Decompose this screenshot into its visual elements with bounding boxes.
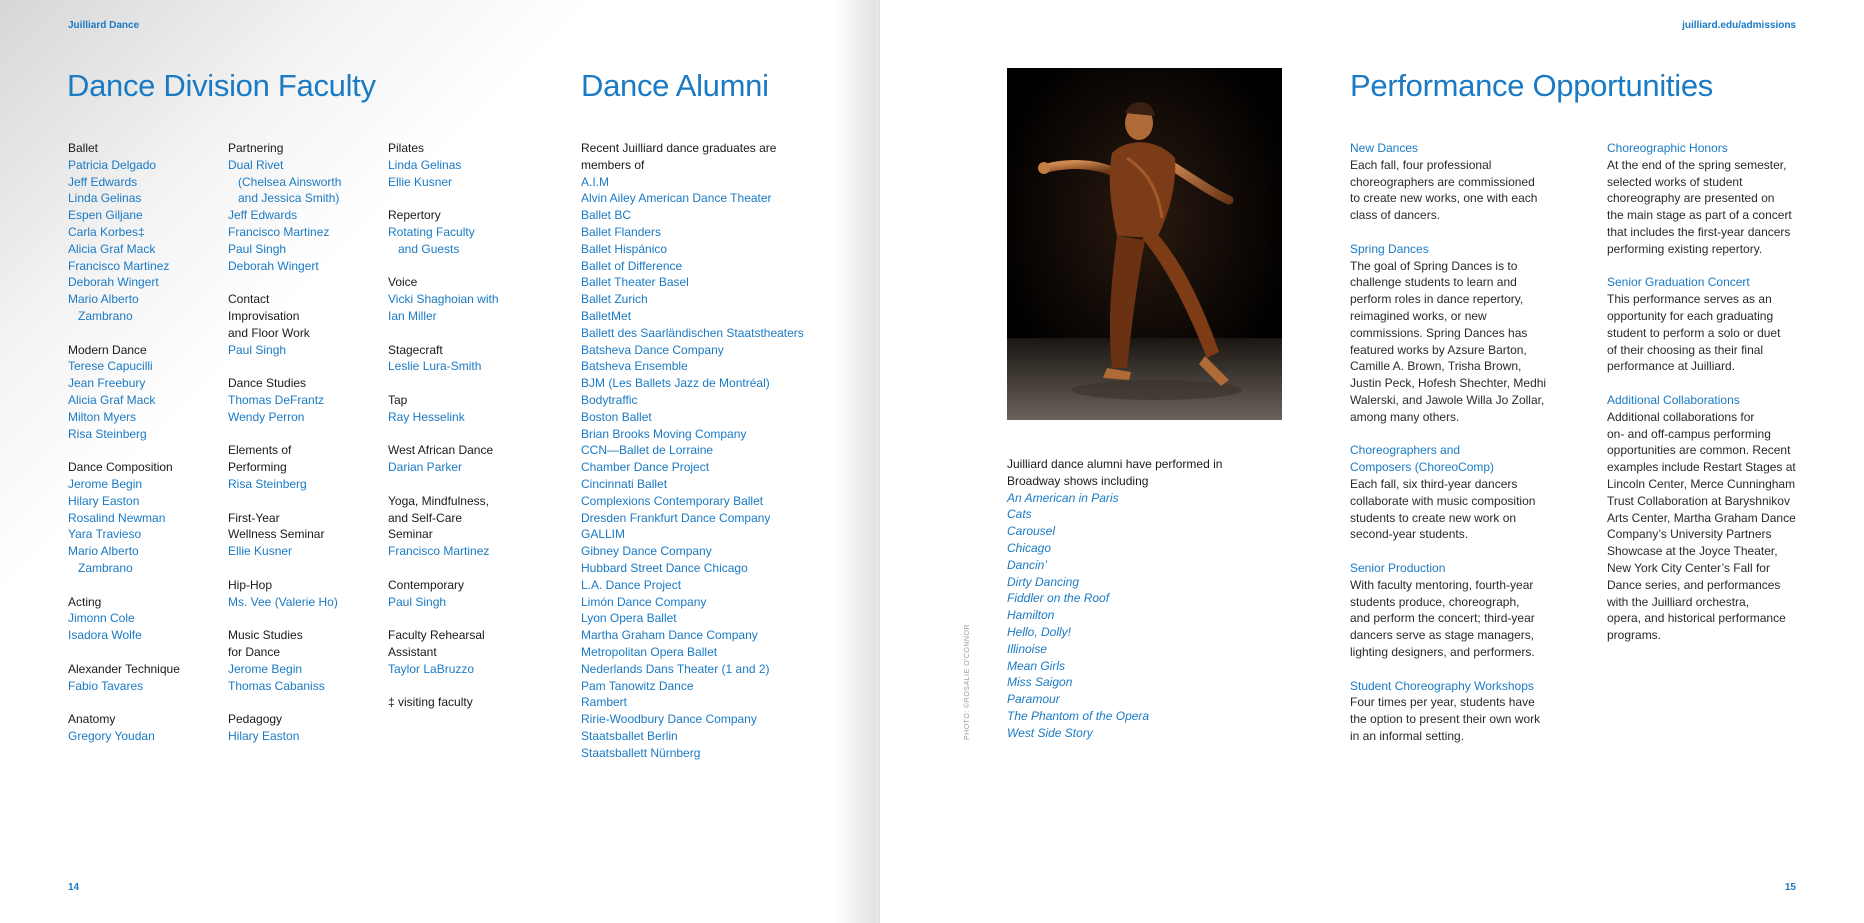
- alumni-company: Ririe-Woodbury Dance Company: [581, 712, 757, 727]
- performance-block-title: Senior Production: [1350, 560, 1446, 575]
- faculty-group-heading: Pedagogy: [228, 712, 283, 727]
- performance-block: [1607, 392, 1807, 644]
- broadway-show: Fiddler on the Roof: [1007, 591, 1110, 606]
- performance-block: [1350, 442, 1595, 543]
- broadway-show: Hello, Dolly!: [1007, 624, 1072, 639]
- performance-block: [1607, 140, 1807, 258]
- faculty-group: [388, 140, 538, 190]
- performance-block-text: perform roles in dance repertory,: [1350, 292, 1524, 307]
- faculty-name: Jeff Edwards: [228, 208, 298, 223]
- faculty-title: Dance Division Faculty: [67, 68, 376, 103]
- alumni-company: Brian Brooks Moving Company: [581, 426, 747, 441]
- faculty-group-heading: Hip-Hop: [228, 577, 273, 592]
- performance-block-title: Senior Graduation Concert: [1607, 275, 1750, 290]
- faculty-name: Francisco Martinez: [228, 224, 330, 239]
- faculty-name: Leslie Lura-Smith: [388, 359, 482, 374]
- broadway-intro-line-2: Broadway shows including: [1007, 473, 1149, 488]
- performance-block-text: in an informal setting.: [1350, 728, 1465, 743]
- faculty-group-heading: First-Year: [228, 510, 280, 525]
- alumni-column: [581, 140, 851, 761]
- faculty-name: Rosalind Newman: [68, 510, 166, 525]
- performance-block: [1350, 560, 1595, 661]
- broadway-show: Illinoise: [1007, 641, 1048, 656]
- performance-block-text: Arts Center, Martha Graham Dance: [1607, 510, 1796, 525]
- alumni-company: BJM (Les Ballets Jazz de Montréal): [581, 376, 770, 391]
- alumni-company: L.A. Dance Project: [581, 577, 682, 592]
- performance-title: Performance Opportunities: [1350, 68, 1713, 103]
- performance-block-text: selected works of student: [1607, 174, 1743, 189]
- performance-block-text: Company’s University Partners: [1607, 527, 1772, 542]
- faculty-group: [388, 442, 538, 476]
- performance-block-title: Student Choreography Workshops: [1350, 678, 1534, 693]
- performance-block-text: the option to present their own work: [1350, 712, 1541, 727]
- faculty-group: [228, 140, 378, 274]
- performance-block-text: with the Juilliard orchestra,: [1607, 594, 1750, 609]
- faculty-name: Yara Travieso: [68, 527, 142, 542]
- faculty-name: Hilary Easton: [68, 493, 140, 508]
- performance-block-text: students produce, choreograph,: [1350, 594, 1520, 609]
- performance-block-text: Lincoln Center, Merce Cunningham: [1607, 476, 1796, 491]
- faculty-column-2: [228, 140, 378, 761]
- performance-block-text: choreography are presented on: [1607, 191, 1775, 206]
- alumni-company: Ballet Flanders: [581, 224, 662, 239]
- faculty-group: [68, 459, 218, 577]
- faculty-name: Mario Alberto: [68, 544, 139, 559]
- faculty-name: Deborah Wingert: [228, 258, 319, 273]
- performance-block-text: performing existing repertory.: [1607, 241, 1763, 256]
- alumni-company: Ballet BC: [581, 208, 632, 223]
- faculty-group-heading: Elements of: [228, 443, 292, 458]
- broadway-show: West Side Story: [1007, 725, 1093, 740]
- faculty-name: Rotating Faculty: [388, 224, 475, 239]
- alumni-company: Ballett des Saarländischen Staatstheaters: [581, 325, 804, 340]
- alumni-company: Ballet Zurich: [581, 292, 648, 307]
- broadway-intro-line-1: Juilliard dance alumni have performed in: [1007, 457, 1223, 471]
- faculty-group-heading: Repertory: [388, 208, 441, 223]
- alumni-company: Bodytraffic: [581, 392, 638, 407]
- faculty-name: Darian Parker: [388, 460, 463, 475]
- faculty-name: Espen Giljane: [68, 208, 143, 223]
- performance-block: [1350, 678, 1595, 745]
- faculty-name: Patricia Delgado: [68, 157, 157, 172]
- faculty-name: and Guests: [398, 241, 460, 256]
- faculty-group: [228, 291, 378, 358]
- faculty-name: Zambrano: [78, 560, 133, 575]
- faculty-name: Linda Gelinas: [68, 191, 142, 206]
- faculty-name: Carla Korbes‡: [68, 224, 145, 239]
- alumni-company: BalletMet: [581, 308, 632, 323]
- faculty-group: [388, 493, 538, 560]
- performance-block: [1350, 241, 1595, 426]
- faculty-group: [228, 577, 378, 611]
- left-page: [0, 0, 880, 923]
- faculty-name: Jean Freebury: [68, 376, 146, 391]
- faculty-group-heading: Partnering: [228, 141, 284, 155]
- broadway-show: Dancin’: [1007, 557, 1048, 572]
- faculty-group-heading: Stagecraft: [388, 342, 443, 357]
- performance-block-text: Camille A. Brown, Trisha Brown,: [1350, 359, 1522, 374]
- faculty-group: [228, 442, 378, 492]
- alumni-company: Ballet Hispánico: [581, 241, 668, 256]
- faculty-name: Linda Gelinas: [388, 157, 462, 172]
- performance-block-text: opportunities are common. Recent: [1607, 443, 1791, 458]
- faculty-group-heading: Music Studies: [228, 628, 303, 643]
- alumni-company: Dresden Frankfurt Dance Company: [581, 510, 771, 525]
- faculty-name: Francisco Martinez: [68, 258, 170, 273]
- faculty-group-heading: Voice: [388, 275, 418, 290]
- faculty-name: Paul Singh: [388, 594, 447, 609]
- broadway-show: Miss Saigon: [1007, 675, 1073, 690]
- faculty-name: Paul Singh: [228, 241, 287, 256]
- broadway-show: Mean Girls: [1007, 658, 1066, 673]
- faculty-group: [388, 392, 538, 426]
- alumni-title: Dance Alumni: [581, 68, 769, 103]
- faculty-name: Jimonn Cole: [68, 611, 135, 626]
- faculty-group: [68, 342, 218, 443]
- broadway-show: Chicago: [1007, 540, 1052, 555]
- performance-block-text: among many others.: [1350, 409, 1460, 424]
- page-number-right: 15: [1784, 882, 1796, 893]
- broadway-show: An American in Paris: [1007, 490, 1119, 505]
- performance-block-text: opportunity for each graduating: [1607, 308, 1774, 323]
- performance-block-text: choreographers are commissioned: [1350, 174, 1535, 189]
- performance-block-text: dancers serve as stage managers,: [1350, 628, 1535, 643]
- alumni-intro-line-2: members of: [581, 157, 645, 172]
- alumni-company: Nederlands Dans Theater (1 and 2): [581, 661, 770, 676]
- alumni-company: Complexions Contemporary Ballet: [581, 493, 764, 508]
- faculty-name: Milton Myers: [68, 409, 137, 424]
- alumni-company: Staatsballett Nürnberg: [581, 745, 701, 760]
- performance-block-text: Each fall, four professional: [1350, 157, 1492, 172]
- broadway-show: Paramour: [1007, 692, 1060, 707]
- alumni-company: CCN—Ballet de Lorraine: [581, 443, 714, 458]
- performance-block-text: featured works by Azsure Barton,: [1350, 342, 1527, 357]
- faculty-name: Jerome Begin: [228, 661, 303, 676]
- performance-block-text: This performance serves as an: [1607, 292, 1772, 307]
- performance-block-text: reimagined works, or new: [1350, 308, 1487, 323]
- faculty-group-heading: and Floor Work: [228, 325, 310, 340]
- performance-block-text: challenge students to learn and: [1350, 275, 1517, 290]
- faculty-name: Jerome Begin: [68, 476, 143, 491]
- faculty-name: Hilary Easton: [228, 728, 300, 743]
- faculty-group: [388, 274, 538, 324]
- faculty-name: Francisco Martinez: [388, 544, 490, 559]
- alumni-intro-line-1: Recent Juilliard dance graduates are: [581, 141, 777, 155]
- broadway-show: The Phantom of the Opera: [1007, 708, 1150, 723]
- performance-block-text: Each fall, six third-year dancers: [1350, 476, 1518, 491]
- performance-block-text: With faculty mentoring, fourth-year: [1350, 577, 1534, 592]
- faculty-name: Ellie Kusner: [388, 174, 453, 189]
- faculty-name: Gregory Youdan: [68, 728, 155, 743]
- faculty-group: [388, 627, 538, 677]
- faculty-name: Jeff Edwards: [68, 174, 138, 189]
- faculty-group-heading: Faculty Rehearsal: [388, 628, 485, 643]
- performance-block-text: examples include Restart Stages at: [1607, 460, 1796, 475]
- photo-credit: [964, 728, 971, 740]
- performance-block-text: opera, and historical performance: [1607, 611, 1786, 626]
- performance-block-text: and perform the concert; third-year: [1350, 611, 1535, 626]
- visiting-note-text: ‡ visiting faculty: [388, 695, 473, 709]
- faculty-name: Dual Rivet: [228, 157, 284, 172]
- faculty-group: [228, 510, 378, 560]
- faculty-name: Terese Capucilli: [68, 359, 153, 374]
- alumni-company: Martha Graham Dance Company: [581, 628, 758, 643]
- performance-block-text: Four times per year, students have: [1350, 695, 1535, 710]
- faculty-group-heading: Alexander Technique: [68, 661, 180, 676]
- faculty-group-heading: Dance Studies: [228, 376, 307, 391]
- faculty-group: [228, 627, 378, 694]
- performance-block-text: Showcase at the Joyce Theater,: [1607, 544, 1778, 559]
- visiting-faculty-note: [388, 694, 473, 711]
- alumni-company: Rambert: [581, 695, 628, 710]
- alumni-company: Limón Dance Company: [581, 594, 707, 609]
- faculty-group-heading: Yoga, Mindfulness,: [388, 493, 489, 508]
- faculty-name: Ian Miller: [388, 308, 437, 323]
- performance-block-text: Justin Peck, Hofesh Shechter, Medhi: [1350, 376, 1547, 391]
- performance-column-1: [1350, 140, 1595, 761]
- performance-block-text: student to perform a solo or duet: [1607, 325, 1781, 340]
- performance-block-text: programs.: [1607, 628, 1662, 643]
- faculty-name: Wendy Perron: [228, 409, 305, 424]
- faculty-group-heading: Performing: [228, 460, 287, 475]
- running-head-right: juilliard.edu/admissions: [1682, 20, 1796, 31]
- alumni-company: Metropolitan Opera Ballet: [581, 644, 718, 659]
- faculty-group-heading: for Dance: [228, 644, 281, 659]
- faculty-group-heading: Improvisation: [228, 308, 300, 323]
- alumni-company-list: [581, 174, 851, 762]
- faculty-name: Alicia Graf Mack: [68, 392, 156, 407]
- faculty-group-heading: Tap: [388, 392, 408, 407]
- faculty-group: [228, 375, 378, 425]
- faculty-name: Ray Hesselink: [388, 409, 465, 424]
- performance-block-title: Choreographers and: [1350, 443, 1461, 458]
- faculty-name: and Jessica Smith): [238, 191, 340, 206]
- alumni-company: GALLIM: [581, 527, 626, 542]
- faculty-name: Fabio Tavares: [68, 678, 144, 693]
- faculty-name: Deborah Wingert: [68, 275, 159, 290]
- faculty-group-heading: West African Dance: [388, 443, 494, 458]
- faculty-group: [388, 577, 538, 611]
- alumni-company: Alvin Ailey American Dance Theater: [581, 191, 772, 206]
- faculty-column-3: [388, 140, 538, 694]
- performance-block: [1607, 274, 1807, 375]
- performance-block-text: collaborate with music composition: [1350, 493, 1536, 508]
- faculty-name: (Chelsea Ainsworth: [238, 174, 342, 189]
- running-head-left: Juilliard Dance: [68, 20, 140, 31]
- alumni-company: Pam Tanowitz Dance: [581, 678, 694, 693]
- alumni-company: Hubbard Street Dance Chicago: [581, 560, 748, 575]
- broadway-show: Dirty Dancing: [1007, 574, 1080, 589]
- performance-block-text: performance at Juilliard.: [1607, 359, 1736, 374]
- performance-block: [1350, 140, 1595, 224]
- alumni-company: Boston Ballet: [581, 409, 652, 424]
- faculty-group-heading: Contact: [228, 292, 270, 307]
- faculty-group-heading: Seminar: [388, 527, 433, 542]
- performance-column-2: [1607, 140, 1807, 661]
- performance-block-text: class of dancers.: [1350, 208, 1441, 223]
- faculty-name: Ellie Kusner: [228, 544, 293, 559]
- faculty-name: Risa Steinberg: [68, 426, 147, 441]
- performance-block-text: of their choosing as their final: [1607, 342, 1764, 357]
- faculty-group-heading: and Self-Care: [388, 510, 463, 525]
- alumni-company: A.I.M: [581, 174, 610, 189]
- performance-block-text: lighting designers, and performers.: [1350, 644, 1535, 659]
- faculty-group-heading: Pilates: [388, 141, 425, 155]
- performance-block-title: Choreographic Honors: [1607, 141, 1728, 155]
- faculty-name: Taylor LaBruzzo: [388, 661, 475, 676]
- dancer-figure-image: [1007, 68, 1282, 420]
- alumni-company: Chamber Dance Project: [581, 460, 710, 475]
- alumni-company: Cincinnati Ballet: [581, 476, 668, 491]
- faculty-group: [388, 342, 538, 376]
- faculty-group: [68, 594, 218, 644]
- faculty-group: [68, 140, 218, 325]
- faculty-group-heading: Contemporary: [388, 577, 465, 592]
- performance-block-text: At the end of the spring semester,: [1607, 157, 1787, 172]
- faculty-name: Zambrano: [78, 308, 133, 323]
- faculty-name: Alicia Graf Mack: [68, 241, 156, 256]
- broadway-show: Carousel: [1007, 524, 1056, 539]
- faculty-group-heading: Acting: [68, 594, 102, 609]
- alumni-company: Ballet of Difference: [581, 258, 683, 273]
- faculty-group-heading: Dance Composition: [68, 460, 173, 475]
- faculty-group: [228, 711, 378, 745]
- performance-block-text: to create new works, one with each: [1350, 191, 1538, 206]
- performance-block-text: second-year students.: [1350, 527, 1469, 542]
- broadway-show: Hamilton: [1007, 608, 1055, 623]
- faculty-group-heading: Modern Dance: [68, 342, 147, 357]
- performance-block-text: Trust Collaboration at Baryshnikov: [1607, 493, 1790, 508]
- performance-block-text: Dance series, and performances: [1607, 577, 1781, 592]
- performance-block-text: Additional collaborations for: [1607, 409, 1755, 424]
- performance-block-text: that includes the first-year dancers: [1607, 224, 1791, 239]
- faculty-name: Ms. Vee (Valerie Ho): [228, 594, 338, 609]
- faculty-group: [68, 711, 218, 745]
- faculty-name: Thomas DeFrantz: [228, 392, 325, 407]
- faculty-group-heading: Anatomy: [68, 712, 116, 727]
- faculty-group-heading: Wellness Seminar: [228, 527, 325, 542]
- faculty-name: Risa Steinberg: [228, 476, 307, 491]
- performance-block-text: on- and off-campus performing: [1607, 426, 1771, 441]
- performance-block-text: Walerski, and Jawole Willa Jo Zollar,: [1350, 392, 1545, 407]
- alumni-company: Gibney Dance Company: [581, 544, 712, 559]
- performance-block-text: New York City Center’s Fall for: [1607, 560, 1770, 575]
- alumni-company: Batsheva Ensemble: [581, 359, 688, 374]
- dancer-photo: [1007, 68, 1282, 420]
- faculty-column-1: [68, 140, 218, 761]
- faculty-name: Vicki Shaghoian with: [388, 292, 499, 307]
- faculty-group-heading: Assistant: [388, 644, 437, 659]
- performance-block-title: Spring Dances: [1350, 241, 1429, 256]
- faculty-name: Thomas Cabaniss: [228, 678, 325, 693]
- performance-block-text: students to create new work on: [1350, 510, 1517, 525]
- page-number-left: 14: [68, 882, 80, 893]
- alumni-company: Staatsballet Berlin: [581, 728, 678, 743]
- performance-block-text: commissions. Spring Dances has: [1350, 325, 1528, 340]
- performance-block-text: The goal of Spring Dances is to: [1350, 258, 1518, 273]
- faculty-name: Isadora Wolfe: [68, 628, 142, 643]
- performance-block-text: the main stage as part of a concert: [1607, 208, 1792, 223]
- faculty-group: [68, 661, 218, 695]
- broadway-show: Cats: [1007, 507, 1032, 522]
- faculty-name: Paul Singh: [228, 342, 287, 357]
- faculty-name: Mario Alberto: [68, 292, 139, 307]
- performance-block-title: Composers (ChoreoComp): [1350, 460, 1495, 475]
- broadway-show-list: [1007, 490, 1277, 742]
- performance-block-title: New Dances: [1350, 141, 1419, 155]
- faculty-group: [388, 207, 538, 257]
- faculty-group-heading: Ballet: [68, 141, 99, 155]
- alumni-company: Batsheva Dance Company: [581, 342, 724, 357]
- broadway-column: [1007, 456, 1277, 742]
- performance-block-title: Additional Collaborations: [1607, 392, 1740, 407]
- alumni-company: Ballet Theater Basel: [581, 275, 689, 290]
- alumni-company: Lyon Opera Ballet: [581, 611, 677, 626]
